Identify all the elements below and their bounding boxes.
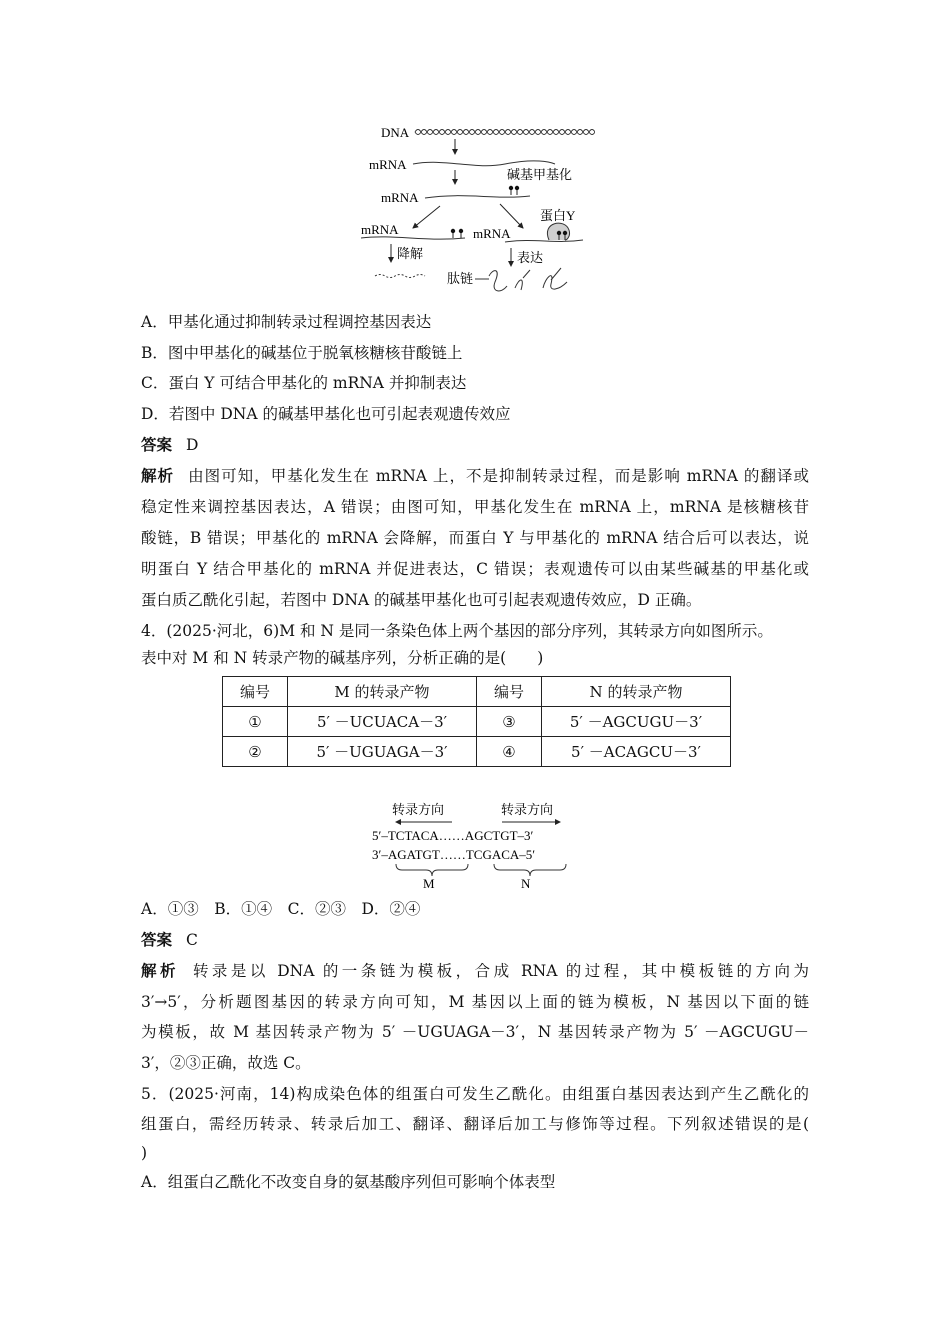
option-b: B．图中甲基化的碱基位于脱氧核糖核苷酸链上	[141, 344, 463, 362]
mrna-strand	[361, 237, 465, 239]
table-cell: ②	[223, 737, 288, 767]
transcript-table	[222, 676, 731, 767]
table-cell: ③	[477, 707, 542, 737]
table-header: 编号	[477, 677, 542, 707]
brace-m-icon	[396, 864, 468, 876]
answer-row	[141, 930, 198, 950]
table-cell: ④	[477, 737, 542, 767]
degraded-fragments	[375, 275, 425, 278]
analysis-line: 明蛋白 Y 结合甲基化的 mRNA 并促进表达，C 错误；表观遗传可以由某些碱基的甲基化或	[141, 560, 809, 578]
degrade-label: 降解	[397, 246, 424, 261]
dna-helix	[415, 130, 595, 135]
table-header: N 的转录产物	[542, 677, 731, 707]
mrna-right-label: mRNA	[473, 226, 511, 241]
option-a: A．甲基化通过抑制转录过程调控基因表达	[141, 313, 432, 331]
analysis-line: 解析 由图可知，甲基化发生在 mRNA 上，不是抑制转录过程，而是影响 mRNA 的翻译或	[141, 466, 809, 485]
table-header-row	[223, 677, 731, 707]
mrna-strand	[425, 196, 530, 198]
answer-value: D	[186, 436, 199, 454]
direction-label-right: 转录方向	[501, 802, 554, 817]
analysis-label: 解析	[141, 961, 179, 980]
mrna-left-label: mRNA	[361, 222, 399, 237]
gene-m-label: M	[423, 876, 435, 891]
transcription-diagram	[360, 796, 600, 892]
analysis-line: 酸链，B 错误；甲基化的 mRNA 会降解，而蛋白 Y 与甲基化的 mRNA 结合后可以表达，说	[141, 529, 809, 547]
peptide-label: 肽链	[447, 271, 474, 286]
analysis-line: 3′，②③正确，故选 C。	[141, 1054, 311, 1072]
methylation-diagram	[355, 118, 595, 298]
express-label: 表达	[517, 250, 544, 265]
dna-strand-bottom: 3′–AGATGT……TCGACA–5′	[372, 847, 536, 862]
mrna-top-label: mRNA	[369, 157, 407, 172]
protein-y-icon	[547, 223, 569, 240]
question-stem: )	[141, 1144, 148, 1162]
mrna-strand	[413, 161, 555, 166]
table-row	[223, 707, 731, 737]
table-cell: 5′ －UGUAGA－3′	[288, 737, 477, 767]
option-a: A．组蛋白乙酰化不改变自身的氨基酸序列但可影响个体表型	[141, 1173, 556, 1191]
protein-y-label: 蛋白Y	[540, 208, 576, 223]
option-c: C．蛋白 Y 可结合甲基化的 mRNA 并抑制表达	[141, 374, 467, 392]
table-cell: 5′ －AGCUGU－3′	[542, 707, 731, 737]
analysis-line: 为模板，故 M 基因转录产物为 5′ －UGUAGA－3′，N 基因转录产物为 5′ －AGCUGU－	[141, 1023, 809, 1041]
question-stem: 5．(2025·河南，14)构成染色体的组蛋白可发生乙酰化。由组蛋白基因表达到产生乙酰化的	[141, 1085, 809, 1103]
analysis-label: 解析	[141, 466, 175, 485]
analysis-line: 3′→5′，分析题图基因的转录方向可知，M 基因以上面的链为模板，N 基因以下面的链	[141, 993, 809, 1011]
analysis-line: 稳定性来调控基因表达，A 错误；由图可知，甲基化发生在 mRNA 上，mRNA 是核糖核苷	[141, 498, 809, 516]
dna-label: DNA	[381, 125, 410, 140]
answer-label: 答案	[141, 930, 173, 949]
arrow-icon	[413, 206, 440, 228]
peptide-chain-icon	[489, 268, 567, 291]
analysis-line: 蛋白质乙酰化引起，若图中 DNA 的碱基甲基化也可引起表观遗传效应，D 正确。	[141, 591, 702, 609]
gene-n-label: N	[521, 876, 531, 891]
mrna-mid-label: mRNA	[381, 190, 419, 205]
question-stem: 4．(2025·河北，6)M 和 N 是同一条染色体上两个基因的部分序列，其转录方向如图所示。	[141, 622, 773, 640]
arrow-icon	[500, 204, 523, 228]
table-row	[223, 737, 731, 767]
table-header: 编号	[223, 677, 288, 707]
option-d: D．若图中 DNA 的碱基甲基化也可引起表观遗传效应	[141, 405, 511, 423]
options-row: A．①③ B．①④ C．②③ D．②④	[141, 900, 421, 918]
dna-strand-top: 5′–TCTACA……AGCTGT–3′	[372, 828, 534, 843]
table-cell: 5′ －ACAGCU－3′	[542, 737, 731, 767]
table-header: M 的转录产物	[288, 677, 477, 707]
question-stem: 表中对 M 和 N 转录产物的碱基序列，分析正确的是( )	[141, 649, 544, 667]
answer-label: 答案	[141, 435, 173, 454]
direction-label-left: 转录方向	[392, 802, 445, 817]
table-cell: 5′ －UCUACA－3′	[288, 707, 477, 737]
question-stem: 组蛋白，需经历转录、转录后加工、翻译、翻译后加工与修饰等过程。下列叙述错误的是(	[141, 1115, 809, 1133]
methyl-group-icon	[451, 229, 463, 238]
methyl-group-icon	[509, 186, 519, 195]
methylation-label: 碱基甲基化	[507, 167, 573, 182]
answer-value: C	[186, 931, 198, 949]
analysis-line: 解析 转录是以 DNA 的一条链为模板，合成 RNA 的过程，其中模板链的方向为	[141, 961, 809, 980]
mrna-strand	[505, 240, 583, 242]
answer-row	[141, 435, 198, 455]
brace-n-icon	[494, 864, 566, 876]
table-cell: ①	[223, 707, 288, 737]
